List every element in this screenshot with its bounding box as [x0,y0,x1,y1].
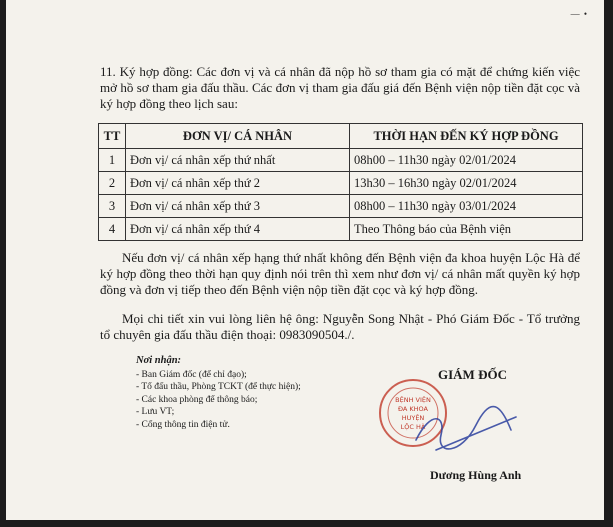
row-number: 4 [99,218,126,241]
row-number: 2 [99,172,126,195]
contact-paragraph: Mọi chi tiết xin vui lòng liên hệ ông: Nguyễn Song Nhật - Phó Giám Đốc - Tổ trưởng tổ chuyên gia đấu thầu điện thoại: 0983090504./. [100,311,580,342]
row-unit: Đơn vị/ cá nhân xếp thứ nhất [126,149,350,172]
header-unit: ĐƠN VỊ/ CÁ NHÂN [126,124,350,149]
recipient-item: - Tổ đấu thầu, Phòng TCKT (để thực hiện); [136,382,301,392]
seal-line: ĐA KHOA [397,405,429,413]
section-11-paragraph: 11. Ký hợp đồng: Các đơn vị và cá nhân đã nộp hồ sơ tham gia có mặt để chứng kiến việc mở hồ sơ tham gia đấu thầu. Các đơn vị tham gia đấu giá đến Bệnh viện nộp tiền đặt cọc và ký hợp đồng theo lịch sau: [100,64,580,111]
row-deadline: Theo Thông báo của Bệnh viện [350,218,583,241]
table-header-row [99,124,583,149]
page-mark: — • [570,9,588,19]
seal-line: HUYỆN [401,414,425,422]
header-tt: TT [99,124,126,149]
recipient-item: - Các khoa phòng để thông báo; [136,394,258,405]
seal-line: LỘC HÀ [400,423,426,431]
recipient-item: - Ban Giám đốc (để chỉ đạo); [136,369,247,380]
row-number: 1 [99,149,126,172]
recipient-item: - Lưu VT; [136,407,175,417]
contract-schedule-table [98,123,583,241]
table-row [99,218,583,241]
table-row [99,195,583,218]
row-unit: Đơn vị/ cá nhân xếp thứ 3 [126,195,350,218]
deadline-policy-paragraph: Nếu đơn vị/ cá nhân xếp hạng thứ nhất không đến Bệnh viện đa khoa huyện Lộc Hà để ký hợp đồng theo thời hạn quy định nói trên thì xem như đơn vị/ cá nhân mất quyền ký hợp đồng và đơn vị tiếp theo đến Bệnh viện nộp tiền đặt cọc và ký hợp đồng. [100,250,580,297]
row-number: 3 [99,195,126,218]
recipients-heading: Nơi nhận: [136,355,182,366]
header-deadline: THỜI HẠN ĐẾN KÝ HỢP ĐỒNG [350,124,583,149]
row-deadline: 13h30 – 16h30 ngày 02/01/2024 [350,172,583,195]
document-page [6,0,604,520]
signer-name: Dương Hùng Anh [430,468,522,482]
seal-line: BỆNH VIỆN [395,396,431,404]
row-deadline: 08h00 – 11h30 ngày 03/01/2024 [350,195,583,218]
recipients-block [136,355,386,431]
handwritten-signature-icon [406,395,526,465]
row-deadline: 08h00 – 11h30 ngày 02/01/2024 [350,149,583,172]
signer-title: GIÁM ĐỐC [438,367,507,382]
row-unit: Đơn vị/ cá nhân xếp thứ 2 [126,172,350,195]
recipient-item: - Cổng thông tin điện tử. [136,419,230,430]
row-unit: Đơn vị/ cá nhân xếp thứ 4 [126,218,350,241]
table-row [99,172,583,195]
table-row [99,149,583,172]
